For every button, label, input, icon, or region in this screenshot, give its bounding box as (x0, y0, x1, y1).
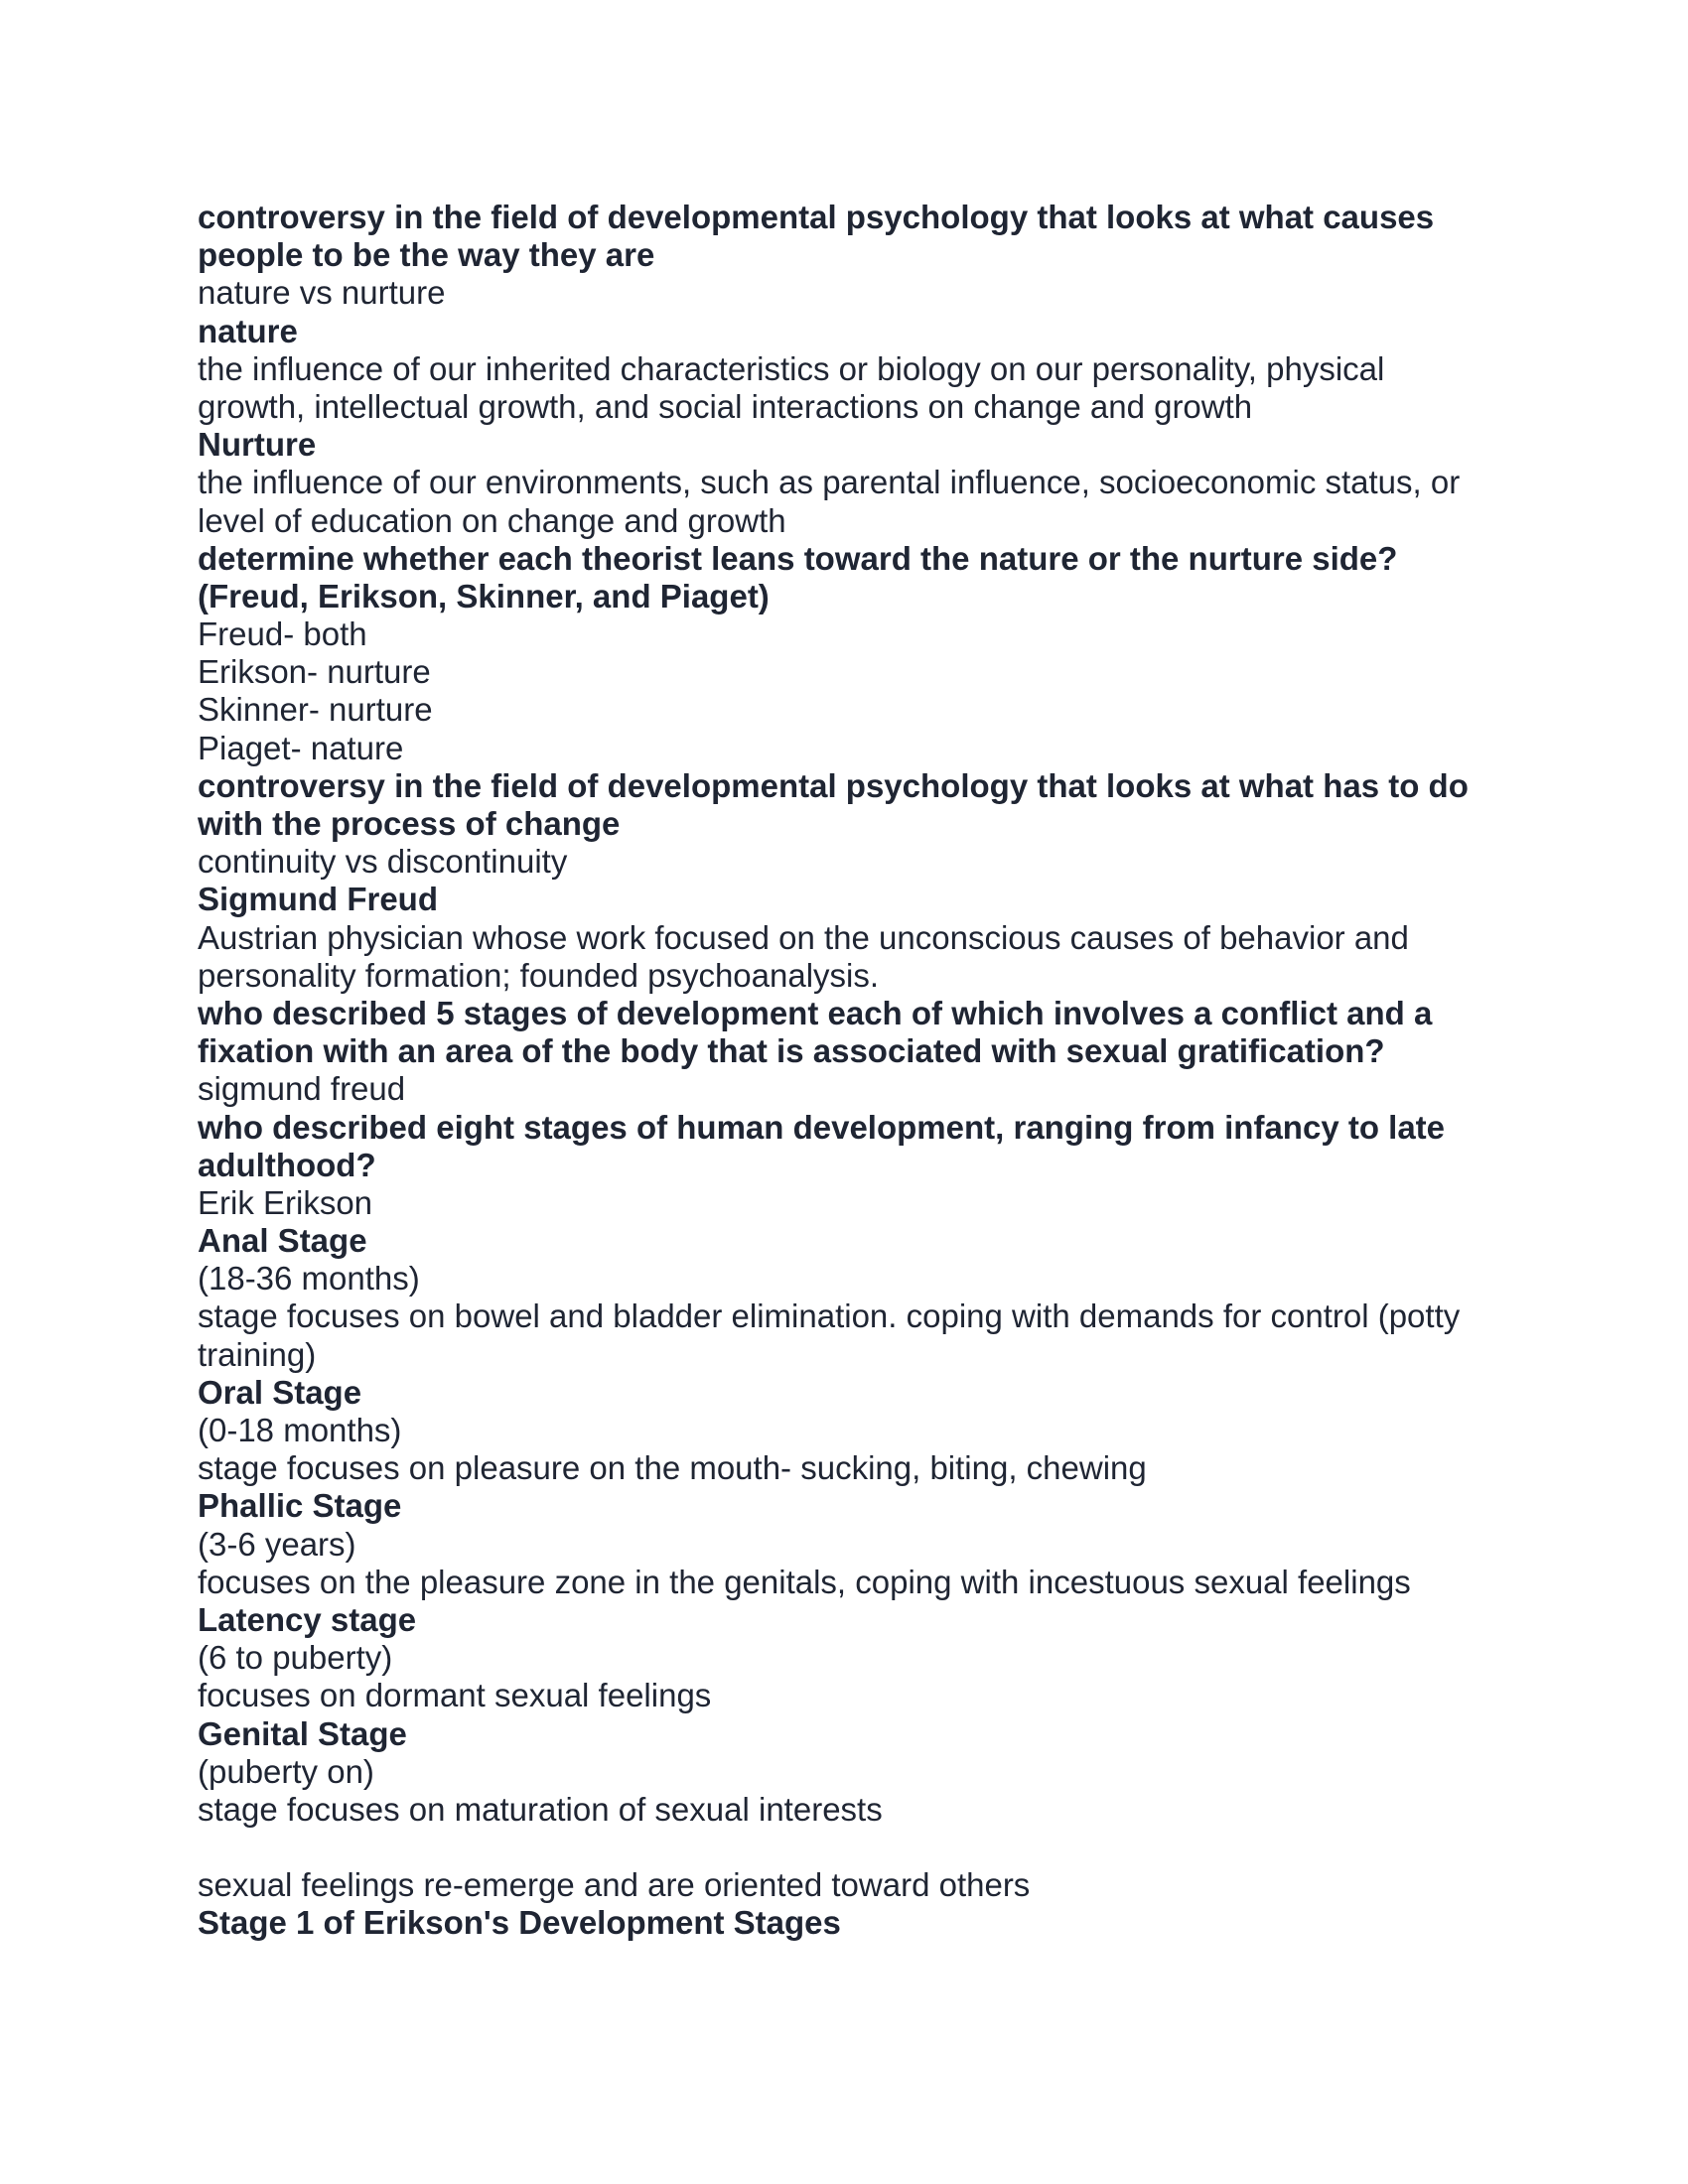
question-line: controversy in the field of developmental psychology that looks at what has to do (198, 766, 1469, 804)
question-line: Oral Stage (198, 1373, 362, 1411)
question-line: Nurture (198, 426, 317, 464)
answer-line: sexual feelings re-emerge and are oriented toward others (198, 1866, 1031, 1904)
answer-line: stage focuses on bowel and bladder elimination. coping with demands for control (potty (198, 1297, 1461, 1335)
answer-line: Freud- both (198, 615, 367, 653)
blank-line (198, 1829, 1518, 1866)
question-line: Anal Stage (198, 1222, 367, 1260)
answer-line: sigmund freud (198, 1070, 406, 1108)
question-line: adulthood? (198, 1146, 376, 1183)
question-line: who described 5 stages of development each of which involves a conflict and a (198, 994, 1433, 1031)
answer-line: nature vs nurture (198, 274, 446, 312)
answer-line: Skinner- nurture (198, 691, 433, 729)
answer-line: (6 to puberty) (198, 1639, 393, 1677)
answer-line: focuses on the pleasure zone in the genitals, coping with incestuous sexual feelings (198, 1563, 1411, 1600)
question-line: nature (198, 312, 298, 349)
answer-line: growth, intellectual growth, and social interactions on change and growth (198, 387, 1253, 425)
answer-line: the influence of our environments, such as parental influence, socioeconomic status, or (198, 464, 1461, 501)
question-line: people to be the way they are (198, 236, 655, 274)
question-line: Stage 1 of Erikson's Development Stages (198, 1904, 841, 1942)
question-line: who described eight stages of human development, ranging from infancy to late (198, 1108, 1446, 1146)
answer-line: Piaget- nature (198, 729, 404, 766)
answer-line: Austrian physician whose work focused on the unconscious causes of behavior and (198, 918, 1409, 956)
question-line: controversy in the field of developmental psychology that looks at what causes (198, 199, 1435, 235)
answer-line: stage focuses on maturation of sexual interests (198, 1790, 883, 1828)
question-line: fixation with an area of the body that is associated with sexual gratification? (198, 1032, 1385, 1070)
answer-line: Erikson- nurture (198, 653, 431, 691)
answer-line: training) (198, 1335, 317, 1373)
document-body (198, 199, 1518, 1943)
answer-line: personality formation; founded psychoanalysis. (198, 956, 880, 994)
answer-line: the influence of our inherited characteristics or biology on our personality, physical (198, 349, 1385, 387)
answer-line: level of education on change and growth (198, 501, 786, 539)
answer-line: Erik Erikson (198, 1183, 373, 1221)
question-line: determine whether each theorist leans toward the nature or the nurture side? (198, 539, 1398, 577)
question-line: Sigmund Freud (198, 881, 438, 918)
answer-line: (puberty on) (198, 1752, 374, 1790)
question-line: with the process of change (198, 805, 621, 842)
answer-line: stage focuses on pleasure on the mouth- sucking, biting, chewing (198, 1449, 1147, 1487)
question-line: Latency stage (198, 1600, 417, 1638)
question-line: Phallic Stage (198, 1487, 402, 1525)
answer-line: continuity vs discontinuity (198, 843, 568, 881)
answer-line: (3-6 years) (198, 1525, 356, 1563)
document-page (198, 199, 1518, 1943)
question-line: (Freud, Erikson, Skinner, and Piaget) (198, 577, 770, 614)
question-line: Genital Stage (198, 1714, 407, 1752)
answer-line: focuses on dormant sexual feelings (198, 1677, 712, 1714)
answer-line: (18-36 months) (198, 1260, 420, 1297)
answer-line: (0-18 months) (198, 1412, 402, 1448)
